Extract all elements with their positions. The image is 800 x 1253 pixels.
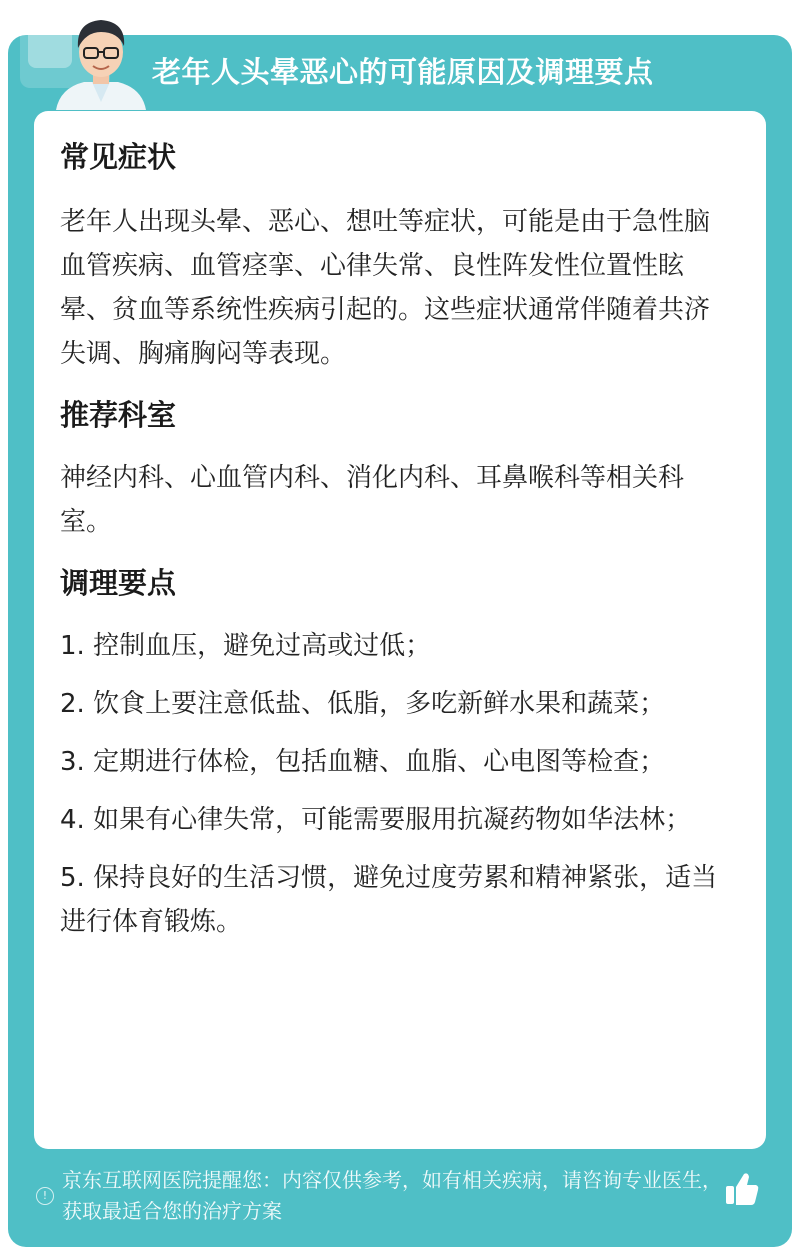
section-title: 推荐科室 [60, 398, 177, 432]
paragraph: 神经内科、心血管内科、消化内科、耳鼻喉科等相关科室。 [60, 463, 685, 537]
thumbs-up-icon[interactable] [724, 1170, 760, 1208]
list-item: 4. 如果有心律失常，可能需要服用抗凝药物如华法林； [60, 805, 692, 835]
list-item: 5. 保持良好的生活习惯，避免过度劳累和精神紧张，适当进行体育锻炼。 [60, 863, 718, 937]
paragraph: 老年人出现头晕、恶心、想吐等症状，可能是由于急性脑血管疾病、血管痉挛、心律失常、良性阵发性位置性眩晕、贫血等系统性疾病引起的。这些症状通常伴随着共济失调、胸痛胸闷等表现。 [60, 207, 711, 369]
list-item: 2. 饮食上要注意低盐、低脂，多吃新鲜水果和蔬菜； [60, 689, 666, 719]
section-title: 常见症状 [60, 140, 177, 174]
section-care-points [60, 561, 730, 944]
section-title: 调理要点 [60, 566, 177, 600]
info-icon: ! [36, 1187, 54, 1205]
disclaimer-text: 京东互联网医院提醒您：内容仅供参考，如有相关疾病，请咨询专业医生，获取最适合您的治疗方案 [62, 1168, 722, 1223]
page-title: 老年人头晕恶心的可能原因及调理要点 [152, 55, 654, 89]
content-card [34, 111, 766, 1149]
list-item: 1. 控制血压，避免过高或过低； [60, 631, 432, 661]
doctor-avatar [46, 10, 156, 110]
article-body [60, 135, 730, 944]
section-symptoms [60, 135, 730, 376]
list-item: 3. 定期进行体检，包括血糖、血脂、心电图等检查； [60, 747, 666, 777]
section-departments [60, 393, 730, 544]
